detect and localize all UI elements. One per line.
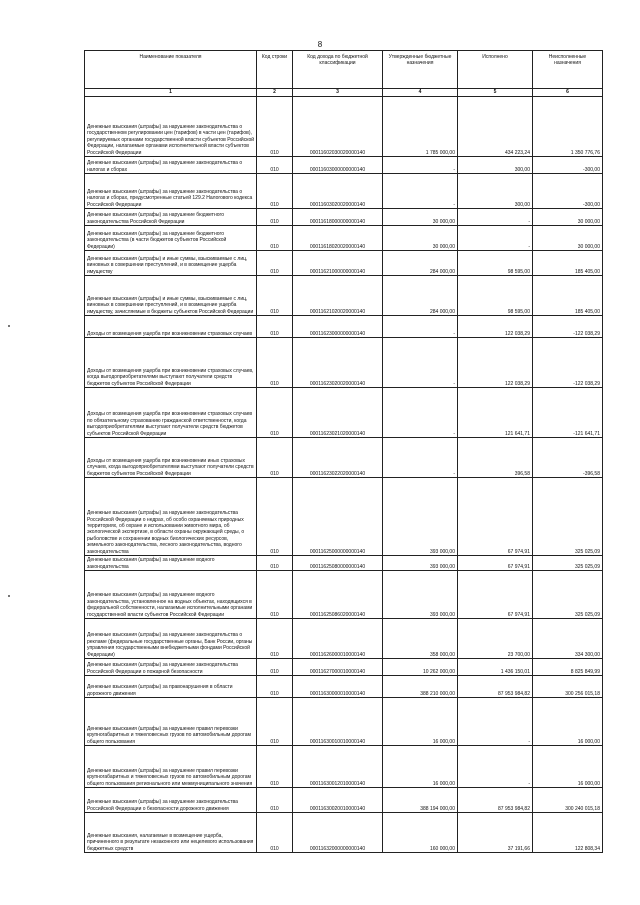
cell-remaining: 300 240 015,18 <box>533 788 603 813</box>
cell-name: Денежные взыскания (штрафы) и иные суммы, взыскиваемые с лиц, виновных в совершении преступлений, и в возмещение ущерба имуществу, зачисляемые в бюджеты субъектов Российской Федерации <box>85 276 257 316</box>
cell-name: Денежные взыскания (штрафы) за нарушение законодательства о налогах и сборах, предусмотренные статьей 129.2 Налогового кодекса Российской Федерации <box>85 174 257 209</box>
cell-remaining: 16 000,00 <box>533 698 603 746</box>
cell-name: Денежные взыскания (штрафы) за нарушение законодательства о налогах и сборах <box>85 157 257 174</box>
cell-executed: 98 595,00 <box>458 251 533 276</box>
table-row <box>85 746 603 788</box>
cell-name: Денежные взыскания (штрафы) за нарушение водного законодательства <box>85 556 257 571</box>
cell-kbk: 00011621000000000140 <box>293 251 383 276</box>
cell-approved: - <box>383 388 458 438</box>
cell-approved: 393 000,00 <box>383 478 458 556</box>
cell-remaining: -300,00 <box>533 157 603 174</box>
cell-name: Денежные взыскания (штрафы) за нарушение бюджетного законодательства Российской Федерации <box>85 209 257 226</box>
cell-code: 010 <box>257 276 293 316</box>
cell-executed: 300,00 <box>458 174 533 209</box>
cell-approved: 388 210 000,00 <box>383 676 458 698</box>
cell-approved: 284 000,00 <box>383 251 458 276</box>
cell-name: Денежные взыскания (штрафы) за нарушение законодательства о государственном регулировании цен (тарифов) в части цен (тарифов), регулируемых органами государственной власти субъектов Российской Федерации, налагаемые органами исполнительной власти субъектов Российской Федерации <box>85 97 257 157</box>
header-line-code: Код строки <box>257 51 293 89</box>
table-row <box>85 788 603 813</box>
cell-name: Доходы от возмещения ущерба при возникновении страховых случаев <box>85 316 257 338</box>
cell-approved: - <box>383 174 458 209</box>
cell-remaining: 325 025,09 <box>533 556 603 571</box>
cell-executed: 87 953 984,82 <box>458 676 533 698</box>
cell-kbk: 00011618000000000140 <box>293 209 383 226</box>
cell-code: 010 <box>257 316 293 338</box>
column-number: 6 <box>533 89 603 97</box>
table-row <box>85 316 603 338</box>
cell-executed: 67 974,91 <box>458 571 533 619</box>
table-row <box>85 174 603 209</box>
cell-approved: 30 000,00 <box>383 226 458 251</box>
cell-name: Доходы от возмещения ущерба при возникновении страховых случаев, когда выгодоприобретателями выступают получатели средств бюджетов субъектов Российской Федерации <box>85 338 257 388</box>
cell-kbk: 00011630000010000140 <box>293 676 383 698</box>
cell-kbk: 00011618020020000140 <box>293 226 383 251</box>
table-row <box>85 619 603 659</box>
cell-executed: 122 038,29 <box>458 338 533 388</box>
cell-kbk: 00011603020020000140 <box>293 174 383 209</box>
table-row <box>85 813 603 853</box>
table-row <box>85 226 603 251</box>
cell-remaining: -396,58 <box>533 438 603 478</box>
cell-code: 010 <box>257 388 293 438</box>
cell-name: Доходы от возмещения ущерба при возникновении иных страховых случаев, когда выгодоприобретателями выступают получатели средств бюджетов субъектов Российской Федерации <box>85 438 257 478</box>
column-number: 1 <box>85 89 257 97</box>
cell-remaining: 325 025,09 <box>533 571 603 619</box>
cell-approved: - <box>383 438 458 478</box>
cell-code: 010 <box>257 209 293 226</box>
cell-remaining: 30 000,00 <box>533 209 603 226</box>
table-row <box>85 438 603 478</box>
cell-executed: 122 038,29 <box>458 316 533 338</box>
cell-code: 010 <box>257 226 293 251</box>
cell-name: Денежные взыскания (штрафы) за нарушение законодательства Российской Федерации о недрах, об особо охраняемых природных территориях, об охране и использовании животного мира, об экологической экспертизе, в области охраны окружающей среды, о рыболовстве и сохранении водных биологических ресурсов, земельного законодательства, лесного законодательства, водного законодательства <box>85 478 257 556</box>
header-executed: Исполнено <box>458 51 533 89</box>
cell-remaining: 30 000,00 <box>533 226 603 251</box>
cell-executed: 67 974,91 <box>458 556 533 571</box>
cell-kbk: 00011625086020000140 <box>293 571 383 619</box>
cell-code: 010 <box>257 438 293 478</box>
cell-approved: 284 000,00 <box>383 276 458 316</box>
header-budget-code: Код дохода по бюджетной классификации <box>293 51 383 89</box>
cell-approved: 1 785 000,00 <box>383 97 458 157</box>
scan-mark <box>8 595 10 597</box>
cell-approved: - <box>383 316 458 338</box>
cell-code: 010 <box>257 676 293 698</box>
cell-remaining: 325 025,09 <box>533 478 603 556</box>
cell-kbk: 00011626000010000140 <box>293 619 383 659</box>
column-number: 4 <box>383 89 458 97</box>
table-row <box>85 209 603 226</box>
cell-code: 010 <box>257 571 293 619</box>
cell-kbk: 00011623000000000140 <box>293 316 383 338</box>
cell-approved: 393 000,00 <box>383 556 458 571</box>
cell-executed: 87 953 984,82 <box>458 788 533 813</box>
cell-executed: 300,00 <box>458 157 533 174</box>
cell-kbk: 00011603000000000140 <box>293 157 383 174</box>
cell-executed: 121 641,71 <box>458 388 533 438</box>
cell-approved: 160 000,00 <box>383 813 458 853</box>
cell-name: Денежные взыскания (штрафы) за нарушение правил перевозки крупногабаритных и тяжеловесных грузов по автомобильным дорогам общего пользования <box>85 698 257 746</box>
cell-kbk: 00011630012010000140 <box>293 746 383 788</box>
cell-approved: 16 000,00 <box>383 746 458 788</box>
cell-code: 010 <box>257 788 293 813</box>
table-row <box>85 676 603 698</box>
cell-code: 010 <box>257 478 293 556</box>
cell-approved: 358 000,00 <box>383 619 458 659</box>
cell-remaining: 185 405,00 <box>533 276 603 316</box>
cell-remaining: -122 038,29 <box>533 316 603 338</box>
cell-code: 010 <box>257 97 293 157</box>
table-row <box>85 338 603 388</box>
cell-name: Денежные взыскания (штрафы) за нарушение правил перевозки крупногабаритных и тяжеловесных грузов по автомобильным дорогам общего пользования регионального или межмуниципального значения <box>85 746 257 788</box>
cell-executed: 67 974,91 <box>458 478 533 556</box>
cell-executed: 98 595,00 <box>458 276 533 316</box>
cell-executed: 396,58 <box>458 438 533 478</box>
cell-code: 010 <box>257 746 293 788</box>
cell-code: 010 <box>257 251 293 276</box>
header-row <box>85 51 603 89</box>
cell-code: 010 <box>257 659 293 676</box>
table-row <box>85 698 603 746</box>
table-row <box>85 659 603 676</box>
revenue-report-table <box>84 50 603 853</box>
cell-kbk: 00011627000010000140 <box>293 659 383 676</box>
table-row <box>85 556 603 571</box>
cell-kbk: 00011623022020000140 <box>293 438 383 478</box>
cell-name: Денежные взыскания (штрафы) за нарушение водного законодательства, установленное на водных объектах, находящихся в федеральной собственности, налагаемые исполнительными органами государственной власти субъектов Российской Федерации <box>85 571 257 619</box>
header-indicator-name: Наименование показателя <box>85 51 257 89</box>
cell-name: Денежные взыскания (штрафы) за нарушение законодательства о рекламе (федеральные государственные органы, Банк России, органы управления государственными внебюджетными фондами Российской Федерации) <box>85 619 257 659</box>
cell-code: 010 <box>257 556 293 571</box>
column-number: 3 <box>293 89 383 97</box>
cell-name: Денежные взыскания (штрафы) за нарушение законодательства Российской Федерации о пожарной безопасности <box>85 659 257 676</box>
cell-kbk: 00011630020010000140 <box>293 788 383 813</box>
cell-executed: - <box>458 698 533 746</box>
cell-name: Денежные взыскания, налагаемые в возмещение ущерба, причиненного в результате незаконного или нецелевого использования бюджетных средств <box>85 813 257 853</box>
header-approved: Утвержденные бюджетные назначения <box>383 51 458 89</box>
cell-kbk: 00011625000000000140 <box>293 478 383 556</box>
cell-remaining: -300,00 <box>533 174 603 209</box>
column-number: 2 <box>257 89 293 97</box>
cell-code: 010 <box>257 698 293 746</box>
cell-remaining: -121 641,71 <box>533 388 603 438</box>
cell-approved: - <box>383 338 458 388</box>
cell-approved: 30 000,00 <box>383 209 458 226</box>
cell-approved: - <box>383 157 458 174</box>
cell-approved: 393 000,00 <box>383 571 458 619</box>
header-remaining: Неисполненные назначения <box>533 51 603 89</box>
cell-executed: - <box>458 226 533 251</box>
cell-kbk: 00011632000000000140 <box>293 813 383 853</box>
cell-remaining: 300 256 015,18 <box>533 676 603 698</box>
cell-kbk: 00011602030020000140 <box>293 97 383 157</box>
cell-name: Денежные взыскания (штрафы) за правонарушения в области дорожного движения <box>85 676 257 698</box>
cell-remaining: 16 000,00 <box>533 746 603 788</box>
cell-kbk: 00011623021020000140 <box>293 388 383 438</box>
cell-remaining: 122 808,34 <box>533 813 603 853</box>
table-row <box>85 478 603 556</box>
scan-mark <box>8 325 10 327</box>
cell-kbk: 00011621020020000140 <box>293 276 383 316</box>
cell-code: 010 <box>257 174 293 209</box>
cell-remaining: 185 405,00 <box>533 251 603 276</box>
cell-approved: 16 000,00 <box>383 698 458 746</box>
cell-executed: 23 700,00 <box>458 619 533 659</box>
cell-kbk: 00011625080000000140 <box>293 556 383 571</box>
cell-code: 010 <box>257 619 293 659</box>
cell-executed: 1 436 150,01 <box>458 659 533 676</box>
cell-executed: 37 191,66 <box>458 813 533 853</box>
cell-name: Денежные взыскания (штрафы) и иные суммы, взыскиваемые с лиц, виновных в совершении преступлений, и в возмещение ущерба имуществу <box>85 251 257 276</box>
cell-remaining: 8 825 849,99 <box>533 659 603 676</box>
table-row <box>85 251 603 276</box>
cell-code: 010 <box>257 338 293 388</box>
cell-name: Денежные взыскания (штрафы) за нарушение законодательства Российской Федерации о безопасности дорожного движения <box>85 788 257 813</box>
cell-approved: 10 262 000,00 <box>383 659 458 676</box>
cell-remaining: 1 350 776,76 <box>533 97 603 157</box>
cell-executed: - <box>458 209 533 226</box>
cell-code: 010 <box>257 813 293 853</box>
table-row <box>85 388 603 438</box>
cell-approved: 388 194 000,00 <box>383 788 458 813</box>
column-number: 5 <box>458 89 533 97</box>
cell-code: 010 <box>257 157 293 174</box>
cell-remaining: -122 038,29 <box>533 338 603 388</box>
cell-name: Денежные взыскания (штрафы) за нарушение бюджетного законодательства (в части бюджетов субъектов Российской Федерации) <box>85 226 257 251</box>
table-row <box>85 276 603 316</box>
cell-executed: 434 223,24 <box>458 97 533 157</box>
table-row <box>85 97 603 157</box>
column-number-row <box>85 89 603 97</box>
cell-executed: - <box>458 746 533 788</box>
table-row <box>85 571 603 619</box>
cell-kbk: 00011630010010000140 <box>293 698 383 746</box>
table-row <box>85 157 603 174</box>
cell-name: Доходы от возмещения ущерба при возникновении страховых случаев по обязательному страхованию гражданской ответственности, когда выгодоприобретателями выступают получатели средств бюджетов субъектов Российской Федерации <box>85 388 257 438</box>
cell-remaining: 334 300,00 <box>533 619 603 659</box>
page-number: 8 <box>317 40 323 49</box>
cell-kbk: 00011623020020000140 <box>293 338 383 388</box>
